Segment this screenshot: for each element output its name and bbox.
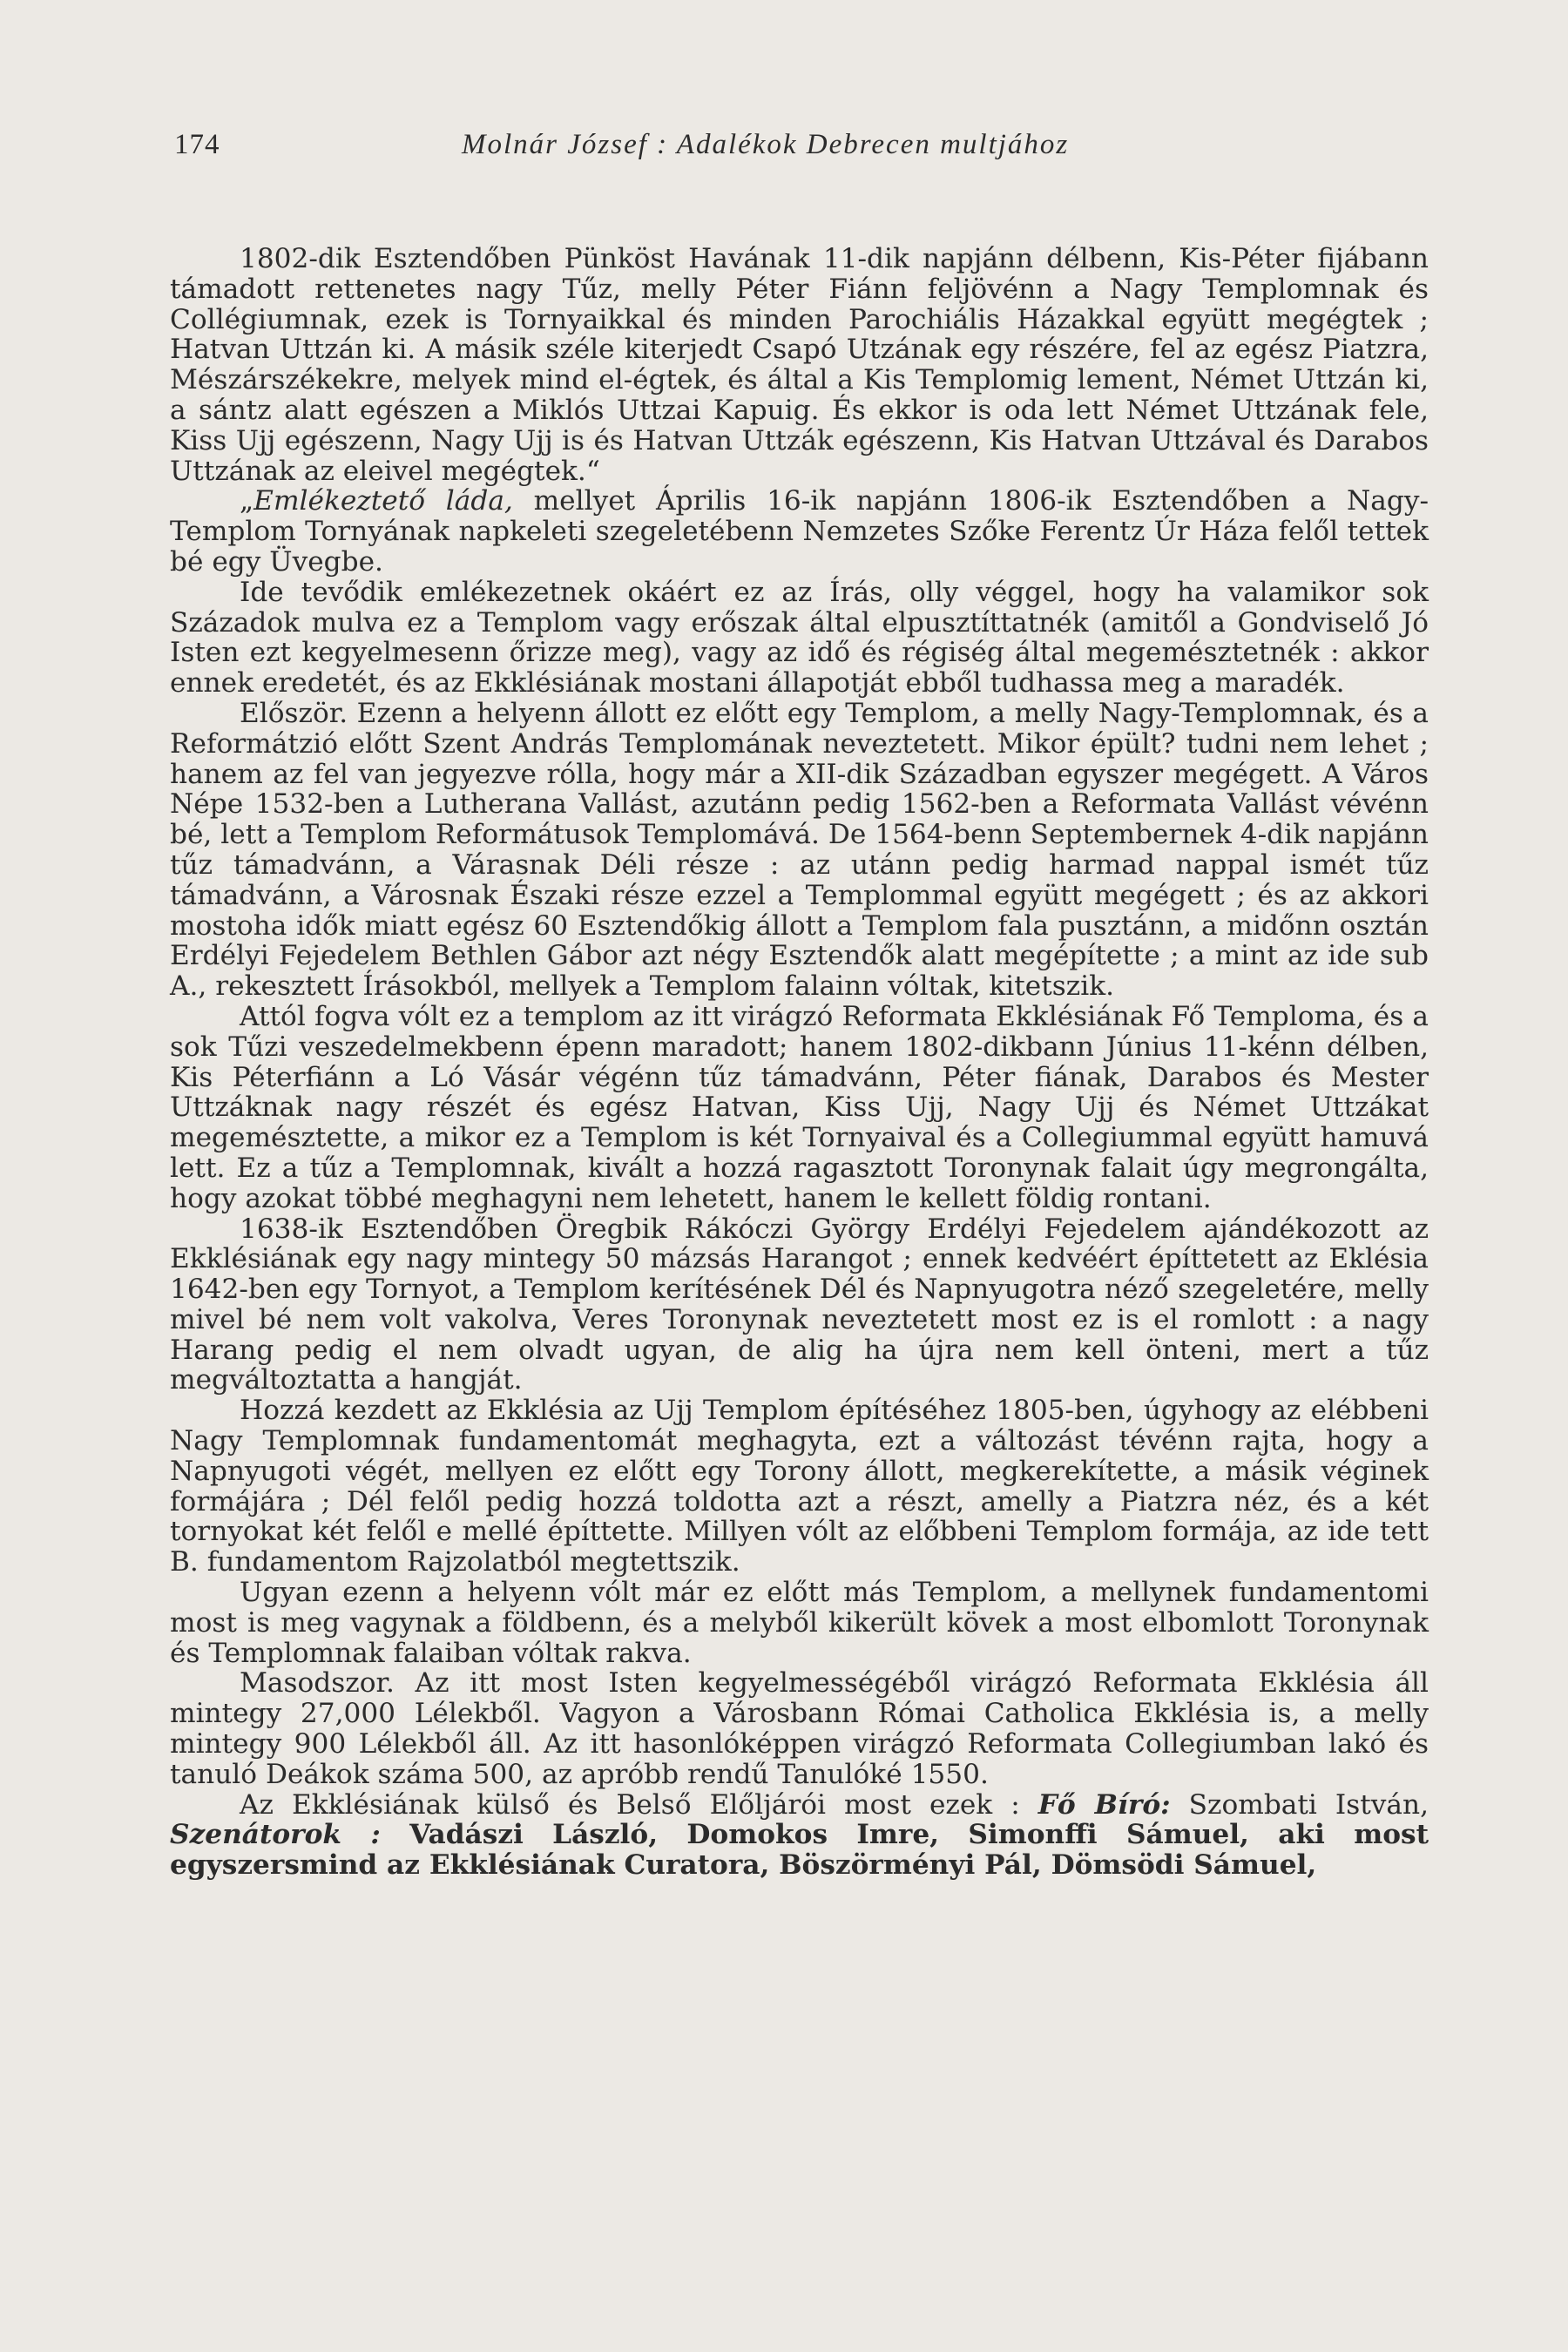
paragraph-7: Hozzá kezdett az Ekklésia az Ujj Templom építéséhez 1805-ben, úgyhogy az elébbeni Nagy Templomnak fundamentomát meghagyta, ezt a változást tévénn rajta, hogy a Napnyugoti végét, mellyen ez előtt egy Torony állott, megkerekítette, a másik véginek formájára ; Dél felől pedig hozzá toldotta azt a részt, amelly a Piatzra néz, és a két tornyokat két felől e mellé építtette. Millyen vólt az előbbeni Templom formája, az ide tett B. fundamentom Rajzolatból megtettszik. [170,1395,1429,1578]
paragraph-10-start: Az Ekklésiának külső és Belső Előljárói most ezek : [240,1788,1038,1821]
paragraph-9: Masodszor. Az itt most Isten kegyelmességéből virágzó Reformata Ekklésia áll mintegy 27,000 Lélekből. Vagyon a Városbann Római Catholica Ekklésia is, a melly mintegy 900 Lélekből áll. Az itt hasonlóképpen virágzó Reformata Collegiumban lakó és tanuló Deákok száma 500, az apróbb rendű Tanulóké 1550. [170,1667,1429,1790]
paragraph-2 [170,486,1429,577]
quote-open: „ [240,485,254,517]
paragraph-6: 1638-ik Esztendőben Öregbik Rákóczi György Erdélyi Fejedelem ajándékozott az Ekklésiának egy nagy mintegy 50 mázsás Harangot ; ennek kedvéért építtetett az Eklésia 1642-ben egy Tornyot, a Templom kerítésének Dél és Napnyugotra néző szegeletére, melly mivel bé nem volt vakolva, Veres Toronynak neveztetett most ez is el romlott : a nagy Harang pedig el nem olvadt ugyan, de alig ha újra nem kell önteni, mert a tűz megváltoztatta a hangját. [170,1213,1429,1396]
emphasis-emlekezteto-lada: Emlékeztető láda, [253,485,513,517]
paragraph-10-rest: Vadászi László, Domokos Imre, Simonffi Sámuel, aki most egyszersmind az Ekklésiának Curatora, Böszörményi Pál, Dömsödi Sámuel, [170,1819,1429,1882]
paragraph-5: Attól fogva vólt ez a templom az itt virágzó Reformata Ekklésiának Fő Temploma, és a sok Tűzi veszedelmekbenn épenn maradott; hanem 1802-dikbann Június 11-kénn délben, Kis Péterfiánn a Ló Vásár végénn tűz támadvánn, Péter fiának, Darabos és Mester Uttzáknak nagy részét és egész Hatvan, Kiss Ujj, Nagy Ujj és Német Uttzákat megemésztette, a mikor ez a Templom is két Tornyaival és a Collegiummal együtt hamuvá lett. Ez a tűz a Templomnak, kivált a hozzá ragasztott Toronynak falait úgy megrongálta, hogy azokat többé meghagyni nem lehetett, hanem le kellett földig rontani. [170,1000,1429,1214]
paragraph-1: 1802-dik Esztendőben Pünköst Havának 11-dik napjánn délbenn, Kis-Péter fijábann támadott rettenetes nagy Tűz, melly Péter Fiánn feljövénn a Nagy Templomnak és Collégiumnak, ezek is Tornyaikkal és minden Parochiális Házakkal együtt megégtek ; Hatvan Uttzán ki. A másik széle kiterjedt Csapó Utzának egy részére, fel az egész Piatzra, Mészárszékekre, melyek mind el-égtek, és által a Kis Templomig lement, Német Uttzán ki, a sántz alatt egészen a Miklós Uttzai Kapuig. És ekkor is oda lett Német Uttzának fele, Kiss Ujj egészenn, Nagy Ujj is és Hatvan Uttzák egészenn, Kis Hatvan Uttzával és Darabos Uttzának az eleivel megégtek.“ [170,243,1429,487]
paragraph-10-mid: Szombati István, [1170,1788,1429,1821]
page-number: 174 [174,129,220,160]
running-head: Molnár József : Adalékok Debrecen multjához [462,129,1070,160]
title-fo-biro: Fő Bíró: [1037,1788,1171,1821]
paragraph-2-rest: mellyet Április 16-ik napjánn 1806-ik Esztendőben a Nagy-Templom Tornyának napkeleti szegeletébenn Nemzetes Szőke Ferentz Úr Háza felől tettek bé egy Üvegbe. [170,485,1429,578]
paragraph-8: Ugyan ezenn a helyenn vólt már ez előtt más Templom, a mellynek fundamentomi most is meg vagynak a földbenn, és a melyből kikerült kövek a most elbomlott Toronynak és Templomnak falaiban vóltak rakva. [170,1577,1429,1669]
paragraph-3: Ide tevődik emlékezetnek okáért ez az Írás, olly véggel, hogy ha valamikor sok Századok mulva ez a Templom vagy erőszak által elpusztíttatnék (amitől a Gondviselő Jó Isten ezt kegyelmesenn őrizze meg), vagy az idő és régiség által megemésztetnék : akkor ennek eredetét, és az Ekklésiának mostani állapotját ebből tudhassa meg a maradék. [170,576,1429,700]
paragraph-10 [170,1790,1429,1881]
title-szenatorok: Szenátorok : [170,1819,381,1851]
page-header [174,129,1424,167]
paragraph-4: Először. Ezenn a helyenn állott ez előtt egy Templom, a melly Nagy-Templomnak, és a Reformátzió előtt Szent András Templomának neveztetett. Mikor épült? tudni nem lehet ; hanem az fel van jegyezve rólla, hogy már a XII-dik Században egyszer megégett. A Város Népe 1532-ben a Lutherana Vallást, azutánn pedig 1562-ben a Reformata Vallást vévénn bé, lett a Templom Reformátusok Templomává. De 1564-benn Septembernek 4-dik napjánn tűz támadvánn, a Várasnak Déli része : az utánn pedig harmad nappal ismét tűz támadvánn, a Városnak Északi része ezzel a Templommal együtt megégett ; és az akkori mostoha idők miatt egész 60 Esztendőkig állott a Templom fala pusztánn, a midőnn osztán Erdélyi Fejedelem Bethlen Gábor azt négy Esztendők alatt megépítette ; a mint az ide sub A., rekesztett Írásokból, mellyek a Templom falainn vóltak, kitetszik. [170,697,1429,1003]
body-text [170,244,1429,1881]
